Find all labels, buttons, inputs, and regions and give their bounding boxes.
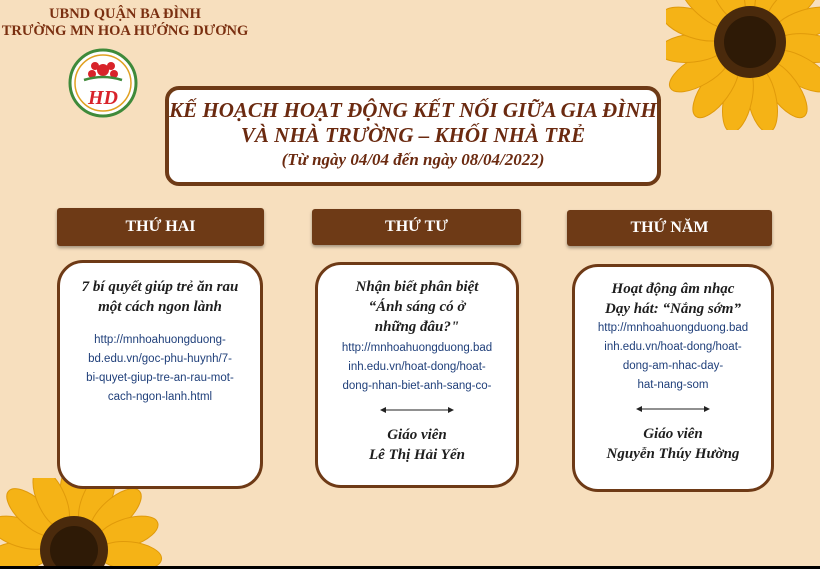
organization-header <box>0 6 250 40</box>
card-monday <box>57 260 263 489</box>
day-header-monday: THỨ HAI <box>57 208 264 246</box>
title-line-1: KẾ HOẠCH HOẠT ĐỘNG KẾT NỐI GIỮA GIA ĐÌNH <box>169 98 657 122</box>
card-thursday-link[interactable]: http://mnhoahuongduong.bad inh.edu.vn/hoat-dong/hoat- dong-am-nhac-day- hat-nang-som <box>597 322 749 391</box>
day-header-wednesday: THỨ TƯ <box>312 209 521 245</box>
card-thursday-teacher <box>589 424 757 464</box>
sunflower-bottom-left-icon <box>0 478 164 566</box>
double-arrow-icon <box>636 405 710 413</box>
card-wednesday <box>315 262 519 488</box>
teacher-name: Nguyễn Thúy Hường <box>606 446 740 462</box>
school-logo <box>66 48 140 118</box>
card-wednesday-link[interactable]: http://mnhoahuongduong.bad inh.edu.vn/hoat-dong/hoat- dong-nhan-biet-anh-sang-co- <box>341 342 493 392</box>
card-monday-link[interactable]: http://mnhoahuongduong- bd.edu.vn/goc-phu-huynh/7- bi-quyet-giup-tre-an-rau-mot- cach-ngon-lanh.html <box>86 334 234 403</box>
org-line-1: UBND QUẬN BA ĐÌNH <box>49 6 201 22</box>
teacher-label: Giáo viên <box>387 427 447 443</box>
day-header-thursday: THỨ NĂM <box>567 210 772 246</box>
sunflower-top-right-icon <box>666 0 820 130</box>
teacher-name: Lê Thị Hải Yến <box>369 447 465 463</box>
card-wednesday-title: Nhận biết phân biệt “Ánh sáng có ở những đâu?" <box>355 279 479 335</box>
card-monday-title: 7 bí quyết giúp trẻ ăn rau một cách ngon lành <box>81 279 239 315</box>
card-thursday <box>572 264 774 492</box>
card-thursday-title: Hoạt động âm nhạc Dạy hát: “Nắng sớm” <box>605 281 741 317</box>
title-date-range: (Từ ngày 04/04 đến ngày 08/04/2022) <box>281 150 545 169</box>
logo-text: HD <box>88 87 118 109</box>
teacher-label: Giáo viên <box>643 426 703 442</box>
double-arrow-icon <box>380 406 454 414</box>
title-line-2: VÀ NHÀ TRƯỜNG – KHỐI NHÀ TRẺ <box>240 123 586 147</box>
title-box <box>165 86 661 186</box>
card-wednesday-teacher <box>332 425 502 465</box>
org-line-2: TRƯỜNG MN HOA HƯỚNG DƯƠNG <box>1 23 249 39</box>
